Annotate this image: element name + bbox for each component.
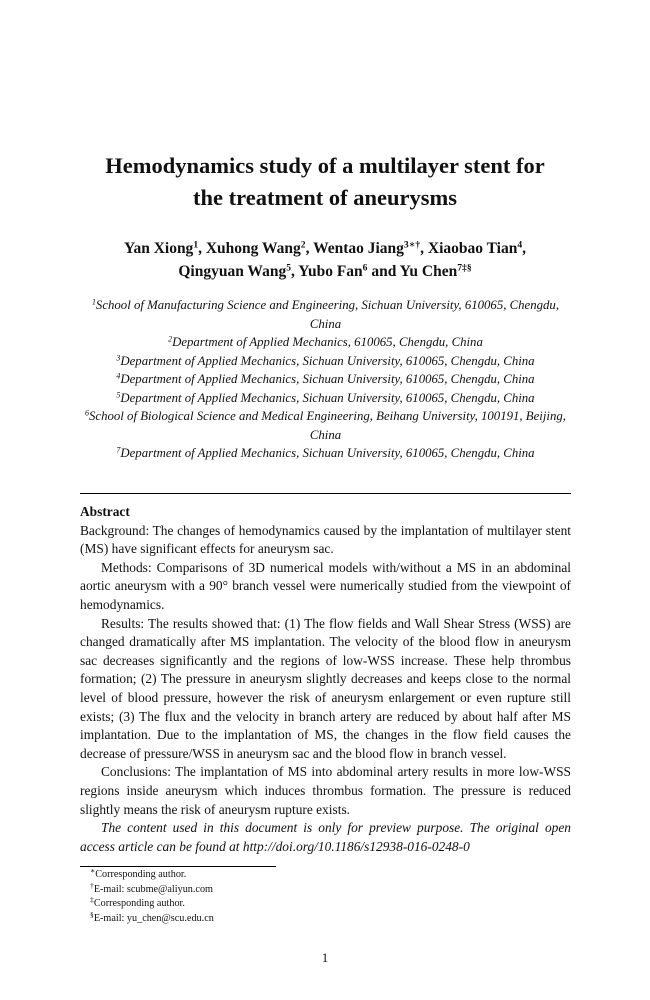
- title-line-1: Hemodynamics study of a multilayer stent for: [105, 153, 545, 178]
- footnote: [90, 880, 214, 898]
- affiliation-mark: 3: [116, 353, 121, 363]
- affiliation-text: Department of Applied Mechanics, 610065, Chengdu, China: [172, 335, 483, 349]
- affiliation: [80, 352, 571, 371]
- author-name: Xiaobao Tian: [427, 240, 518, 257]
- author-separator: ,: [305, 240, 314, 257]
- affiliation: [80, 444, 571, 463]
- affiliation-mark: 6: [85, 408, 90, 418]
- affiliation-text: Department of Applied Mechanics, Sichuan University, 610065, Chengdu, China: [120, 353, 535, 368]
- footnote-mark: ‡: [90, 894, 94, 904]
- author-mark: 3∗†: [403, 239, 421, 251]
- author-separator: and: [367, 263, 400, 280]
- affiliation-mark: 1: [91, 297, 96, 307]
- affiliation: [80, 333, 571, 352]
- footnote: [90, 909, 214, 927]
- author-name: Yubo Fan: [298, 263, 363, 280]
- footnote: [90, 894, 214, 912]
- abstract-methods: Methods: Comparisons of 3D numerical models with/without a MS in an abdominal aortic aneurysm with a 90° branch vessel were numerically studied from the viewpoint of hemodynamics.: [80, 559, 571, 612]
- affiliation-text: Department of Applied Mechanics, Sichuan University, 610065, Chengdu, China: [120, 372, 535, 386]
- author-name: Yan Xiong: [123, 240, 194, 257]
- affiliation-mark: 5: [116, 390, 121, 400]
- author-separator: ,: [291, 263, 299, 280]
- author-list: [70, 237, 580, 283]
- affiliation-list: [80, 296, 571, 463]
- abstract-results: Results: The results showed that: (1) The flow fields and Wall Shear Stress (WSS) are changed dramatically after MS implantation. The velocity of the blood flow in aneurysm sac decreases significantly and the regions of low-WSS increase. These help thrombus formation; (2) The pressure in aneurysm slightly decreases and keeps close to the normal level of blood pressure, however the risk of aneurysm enlargement or even rupture still exists; (3) The flux and the velocity in branch artery are reduced by about half after MS implantation. Due to the implantation of MS, the changes in the flow field causes the decrease of pressure/WSS in aneurysm sac and the blood flow in branch vessel.: [80, 615, 571, 761]
- affiliation-mark: 2: [168, 334, 173, 344]
- author-separator: ,: [420, 240, 428, 257]
- author-mark: 1: [193, 239, 199, 251]
- footnote-text: E-mail: scubme@aliyun.com: [93, 883, 213, 895]
- affiliation: [80, 389, 571, 408]
- footnote-text: Corresponding author.: [95, 869, 187, 880]
- affiliation-text: School of Manufacturing Science and Engineering, Sichuan University, 610065, Chengdu, China: [95, 298, 560, 331]
- author-name: Yu Chen: [399, 263, 458, 280]
- author-mark: 7‡§: [457, 262, 472, 274]
- affiliation: [80, 370, 571, 389]
- footnote-mark: §: [90, 909, 94, 919]
- abstract-heading: Abstract: [80, 504, 130, 519]
- title-line-2: the treatment of aneurysms: [193, 185, 457, 210]
- author-separator: ,: [522, 240, 527, 257]
- footnote-mark: †: [90, 880, 94, 890]
- paper-title: [60, 150, 590, 214]
- author-mark: 2: [300, 239, 306, 251]
- author-line-2: [70, 260, 580, 283]
- footnote-mark: ∗: [90, 865, 96, 875]
- author-line-1: [70, 237, 580, 260]
- footnote-list: [90, 865, 214, 926]
- affiliation-mark: 7: [116, 445, 121, 455]
- affiliation-mark: 4: [116, 371, 121, 381]
- abstract-conclusions: Conclusions: The implantation of MS into abdominal artery results in more low-WSS regions inside aneurysm which induces thrombus formation. The pressure is reduced slightly means the risk of aneurysm rupture exists.: [80, 764, 571, 817]
- preview-note: The content used in this document is only for preview purpose. The original open access article can be found at http://doi.org/10.1186/s12938-016-0248-0: [80, 820, 571, 854]
- affiliation-text: Department of Applied Mechanics, Sichuan University, 610065, Chengdu, China: [120, 390, 535, 405]
- author-name: Xuhong Wang: [205, 240, 301, 257]
- author-name: Wentao Jiang: [313, 240, 404, 257]
- author-mark: 4: [517, 239, 523, 251]
- footnote-text: Corresponding author.: [93, 898, 185, 909]
- affiliation-text: School of Biological Science and Medical Engineering, Beihang University, 100191, Beijing, China: [89, 409, 566, 442]
- author-name: Qingyuan Wang: [178, 263, 287, 280]
- footnote: [90, 865, 214, 883]
- abstract-section: [80, 503, 571, 856]
- abstract-background: Background: The changes of hemodynamics caused by the implantation of multilayer stent (MS) have significant effects for aneurysm sac.: [80, 522, 571, 557]
- author-separator: ,: [198, 240, 206, 257]
- affiliation: [80, 296, 571, 333]
- affiliation: [80, 407, 571, 444]
- author-mark: 5: [286, 262, 291, 274]
- footnote-text: E-mail: yu_chen@scu.edu.cn: [93, 912, 214, 924]
- page-number: 1: [321, 950, 329, 965]
- abstract-top-rule: [80, 493, 571, 494]
- author-mark: 6: [362, 262, 368, 274]
- footnote-rule: [80, 866, 276, 867]
- affiliation-text: Department of Applied Mechanics, Sichuan University, 610065, Chengdu, China: [120, 446, 535, 460]
